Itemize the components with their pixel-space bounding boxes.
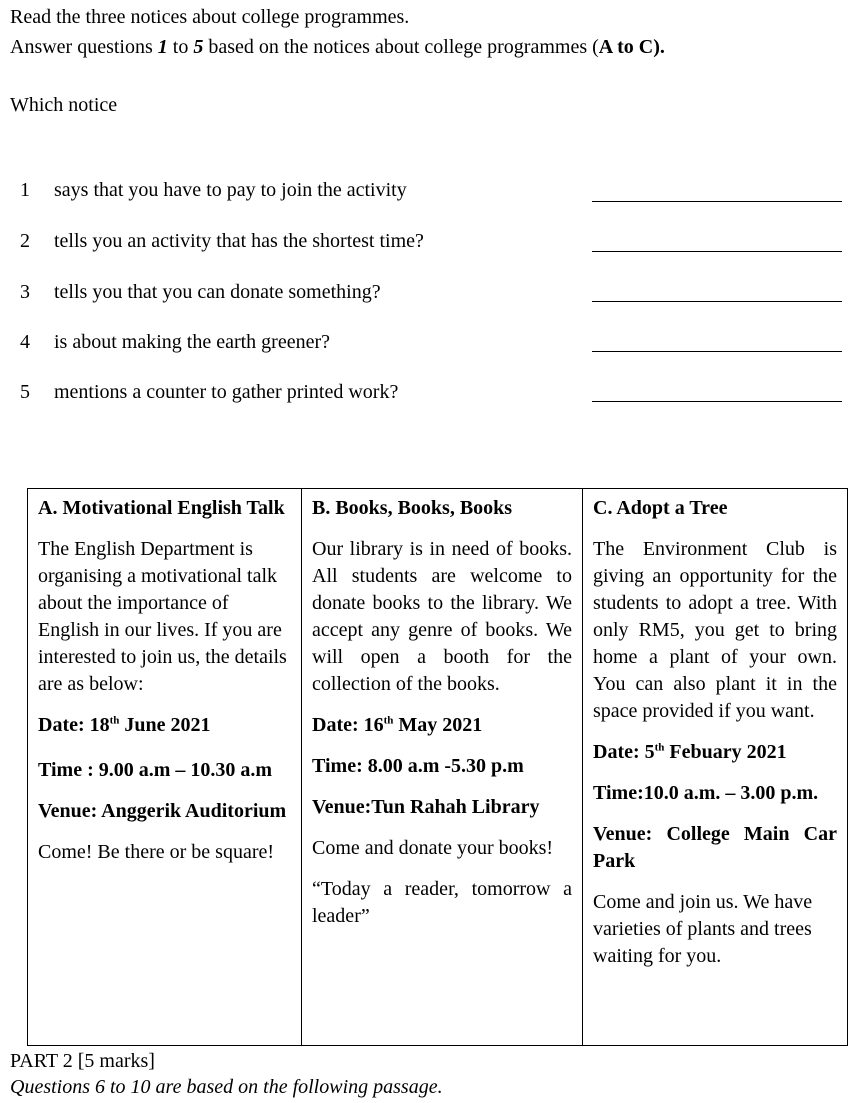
answer-line[interactable]	[592, 401, 842, 402]
notice-c-time: Time:10.0 a.m. – 3.00 p.m.	[593, 782, 819, 804]
question-number: 1	[20, 179, 30, 201]
notice-c-venue: Venue: College Main Car Park	[593, 823, 837, 872]
instruction-text: Answer questions	[10, 36, 158, 58]
date-suffix: th	[654, 741, 665, 754]
notice-c-title: C. Adopt a Tree	[593, 497, 728, 519]
notice-a-time: Time : 9.00 a.m – 10.30 a.m	[38, 759, 273, 781]
notices-table	[27, 488, 848, 1046]
part2-subtitle: Questions 6 to 10 are based on the following passage.	[10, 1076, 443, 1098]
date-text: Date: 5	[593, 741, 655, 763]
notice-b-venue: Venue:Tun Rahah Library	[312, 796, 540, 818]
date-suffix: th	[383, 714, 394, 727]
date-text: Febuary 2021	[664, 741, 787, 763]
notice-a-date	[38, 712, 291, 739]
notice-b-body: Our library is in need of books. All students are welcome to donate books to the library. We accept any genre of books. We will open a booth for the collection of the books.	[312, 538, 572, 695]
notice-b-quote: “Today a reader, tomorrow a leader”	[312, 878, 572, 927]
date-text: Date: 18	[38, 714, 110, 736]
notice-c	[583, 489, 848, 1046]
notice-a	[28, 489, 302, 1046]
instruction-text: to	[167, 36, 194, 58]
question-text: tells you that you can donate something?	[54, 281, 381, 303]
question-number: 2	[20, 230, 30, 252]
question-number: 4	[20, 331, 30, 353]
date-text: Date: 16	[312, 714, 384, 736]
notice-b-title: B. Books, Books, Books	[312, 497, 513, 519]
answer-line[interactable]	[592, 301, 842, 302]
date-text: June 2021	[119, 714, 211, 736]
date-text: May 2021	[393, 714, 483, 736]
question-text: says that you have to pay to join the activity	[54, 179, 407, 201]
instruction-text: ).	[653, 36, 665, 58]
question-text: mentions a counter to gather printed work?	[54, 381, 399, 403]
question-text: is about making the earth greener?	[54, 331, 330, 353]
notice-range: A to C	[598, 36, 654, 58]
notice-c-date	[593, 739, 837, 766]
part2-heading: PART 2 [5 marks]	[10, 1050, 155, 1072]
notice-c-closing: Come and join us. We have varieties of plants and trees waiting for you.	[593, 891, 813, 967]
instruction-text: based on the notices about college programmes (	[203, 36, 599, 58]
answer-line[interactable]	[592, 351, 842, 352]
which-notice-prompt: Which notice	[10, 94, 118, 116]
question-number: 3	[20, 281, 30, 303]
question-number: 5	[20, 381, 30, 403]
notice-b-date	[312, 712, 572, 739]
answer-line[interactable]	[592, 201, 842, 202]
answer-line[interactable]	[592, 251, 842, 252]
notice-c-body: The Environment Club is giving an opportunity for the students to adopt a tree. With only RM5, you get to bring home a plant of your own. You can also plant it in the space provided if you want.	[593, 538, 837, 722]
notice-b-closing: Come and donate your books!	[312, 837, 554, 859]
question-text: tells you an activity that has the shortest time?	[54, 230, 424, 252]
notice-a-body: The English Department is organising a motivational talk about the importance of English in our lives. If you are interested to join us, the details are as below:	[38, 538, 287, 695]
notice-a-title: A. Motivational English Talk	[38, 497, 285, 519]
question-end-number: 5	[193, 36, 204, 58]
instruction-line-2	[10, 36, 665, 59]
notice-b	[302, 489, 583, 1046]
date-suffix: th	[109, 714, 120, 727]
notice-a-closing: Come! Be there or be square!	[38, 841, 275, 863]
notice-b-time: Time: 8.00 a.m -5.30 p.m	[312, 755, 524, 777]
question-start-number: 1	[157, 36, 168, 58]
instruction-line-1: Read the three notices about college programmes.	[10, 6, 410, 28]
notice-a-venue: Venue: Anggerik Auditorium	[38, 800, 287, 822]
